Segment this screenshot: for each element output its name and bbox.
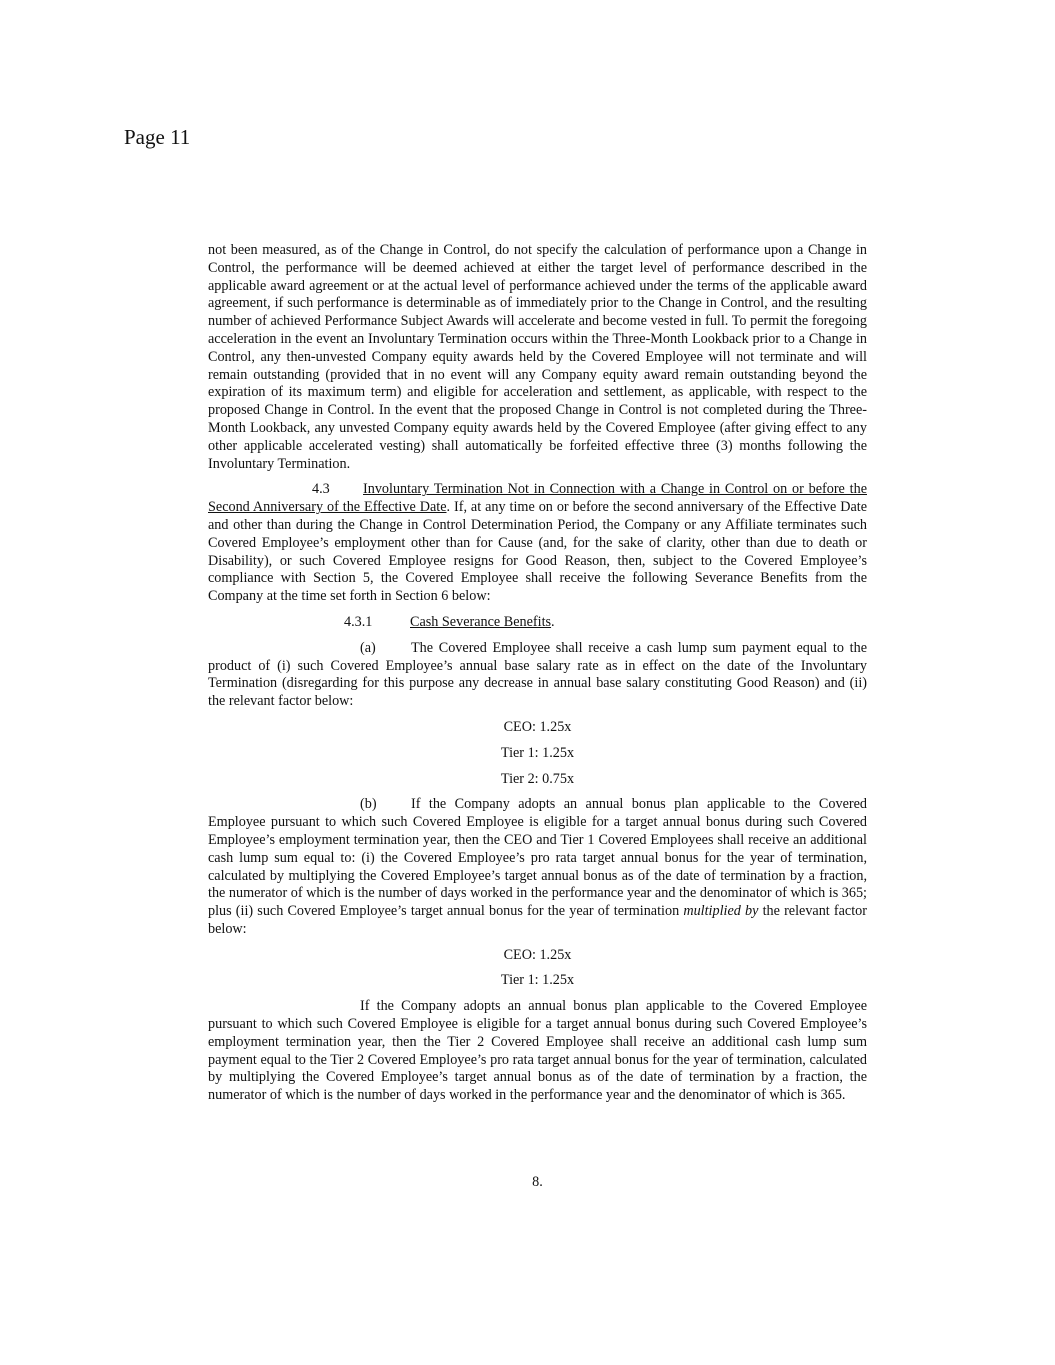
clause-b-text-before: If the Company adopts an annual bonus plan applicable to the Covered Employee pursuant to which such Covered Employee is eligible for a target annual bonus during such Covered Employee’s employment termination year, then the CEO and Tier 1 Covered Employees shall receive an additional cash lump sum equal to: (i) the Covered Employee’s pro rata target annual bonus for the year of termination, calculated by multiplying the Covered Employee’s target annual bonus as of the date of termination by a fraction, the numerator of which is the number of days worked in the performance year and the denominator of which is 365; plus (ii) such Covered Employee’s target annual bonus for the year of termination — [208, 796, 867, 920]
page-number: 8. — [532, 1174, 543, 1190]
section-4-3-title: Involuntary Termination Not in Connection with a Change in Control on or before the Second Anniversary of the Effective Date — [208, 481, 867, 516]
clause-a-factor-tier1: Tier 1: 1.25x — [500, 744, 575, 761]
clause-b-factor-tier1: Tier 1: 1.25x — [500, 972, 575, 989]
clause-b-text-after: the relevant factor below: — [208, 903, 867, 937]
tier2-bonus-paragraph: If the Company adopts an annual bonus plan applicable to the Covered Employee pursuant to which such Covered Employee is eligible for a target annual bonus during such Covered Employee’s employment termination year, then the Tier 2 Covered Employee shall receive an additional cash lump sum payment equal to the Tier 2 Covered Employee’s pro rata target annual bonus for the year of termination, calculated by multiplying the Covered Employee’s target annual bonus as of the date of termination by a fraction, the numerator of which is the number of days worked in the performance year and the denominator of which is 365. — [208, 998, 867, 1104]
clause-b-label: (b) — [360, 796, 377, 813]
clause-b-italic: multiplied by — [683, 903, 759, 920]
continuation-paragraph: not been measured, as of the Change in Control, do not specify the calculation of performance upon a Change in Control, the performance will be deemed achieved at either the target level of performance described in the applicable award agreement or at the actual level of performance achieved under the terms of the applicable award agreement, if such performance is determinable as of immediately prior to the Change in Control, and the resulting number of achieved Performance Subject Awards will accelerate and become vested in full. To permit the foregoing acceleration in the event an Involuntary Termination occurs within the Three-Month Lookback prior to a Change in Control, any then-unvested Company equity awards held by the Covered Employee will not terminate and will remain outstanding (provided that in no event will any Company equity award remain outstanding beyond the expiration of its maximum term) and eligible for acceleration and settlement, as applicable, with respect to the proposed Change in Control. In the event that the proposed Change in Control is not completed during the Three-Month Lookback, any unvested Company equity awards held by the Covered Employee (after giving effect to any other applicable accelerated vesting) shall automatically be forfeited effective three (3) months following the Involuntary Termination. — [208, 242, 867, 472]
section-4-3-paragraph — [208, 481, 867, 606]
section-4-3-body: If, at any time on or before the second anniversary of the Effective Date and other than during the Change in Control Determination Period, the Company or any Affiliate terminates such Covered Employee’s employment other than for Cause (and, for the sake of clarity, other than due to death or Disability), or such Covered Employee resigns for Good Reason, then, subject to the Covered Employee’s compliance with Section 5, the Covered Employee shall receive the following Severance Benefits from the Company at the time set forth in Section 6 below: — [208, 499, 867, 605]
section-4-3-1-title: Cash Severance Benefits — [410, 613, 552, 630]
section-4-3-1-number: 4.3.1 — [344, 613, 373, 630]
clause-a-factor-ceo: CEO: 1.25x — [503, 718, 572, 735]
clause-a-factor-tier2: Tier 2: 0.75x — [500, 770, 575, 787]
page-label: Page 11 — [124, 125, 191, 149]
section-4-3-1-heading — [208, 614, 867, 632]
document-body — [208, 242, 867, 1105]
clause-b-paragraph — [208, 796, 867, 938]
section-4-3-1-title-end: . — [551, 613, 555, 630]
clause-b-factor-ceo: CEO: 1.25x — [503, 946, 572, 963]
section-4-3-number: 4.3 — [312, 481, 330, 498]
section-4-3-title-end: . — [446, 499, 451, 516]
clause-a-text: The Covered Employee shall receive a cash lump sum payment equal to the product of (i) such Covered Employee’s annual base salary rate as in effect on the date of the Involuntary Termination (disregarding for this purpose any decrease in annual base salary constituting Good Reason) and (ii) the relevant factor below: — [208, 639, 867, 710]
clause-a-label: (a) — [360, 639, 376, 656]
clause-a-paragraph — [208, 640, 867, 711]
